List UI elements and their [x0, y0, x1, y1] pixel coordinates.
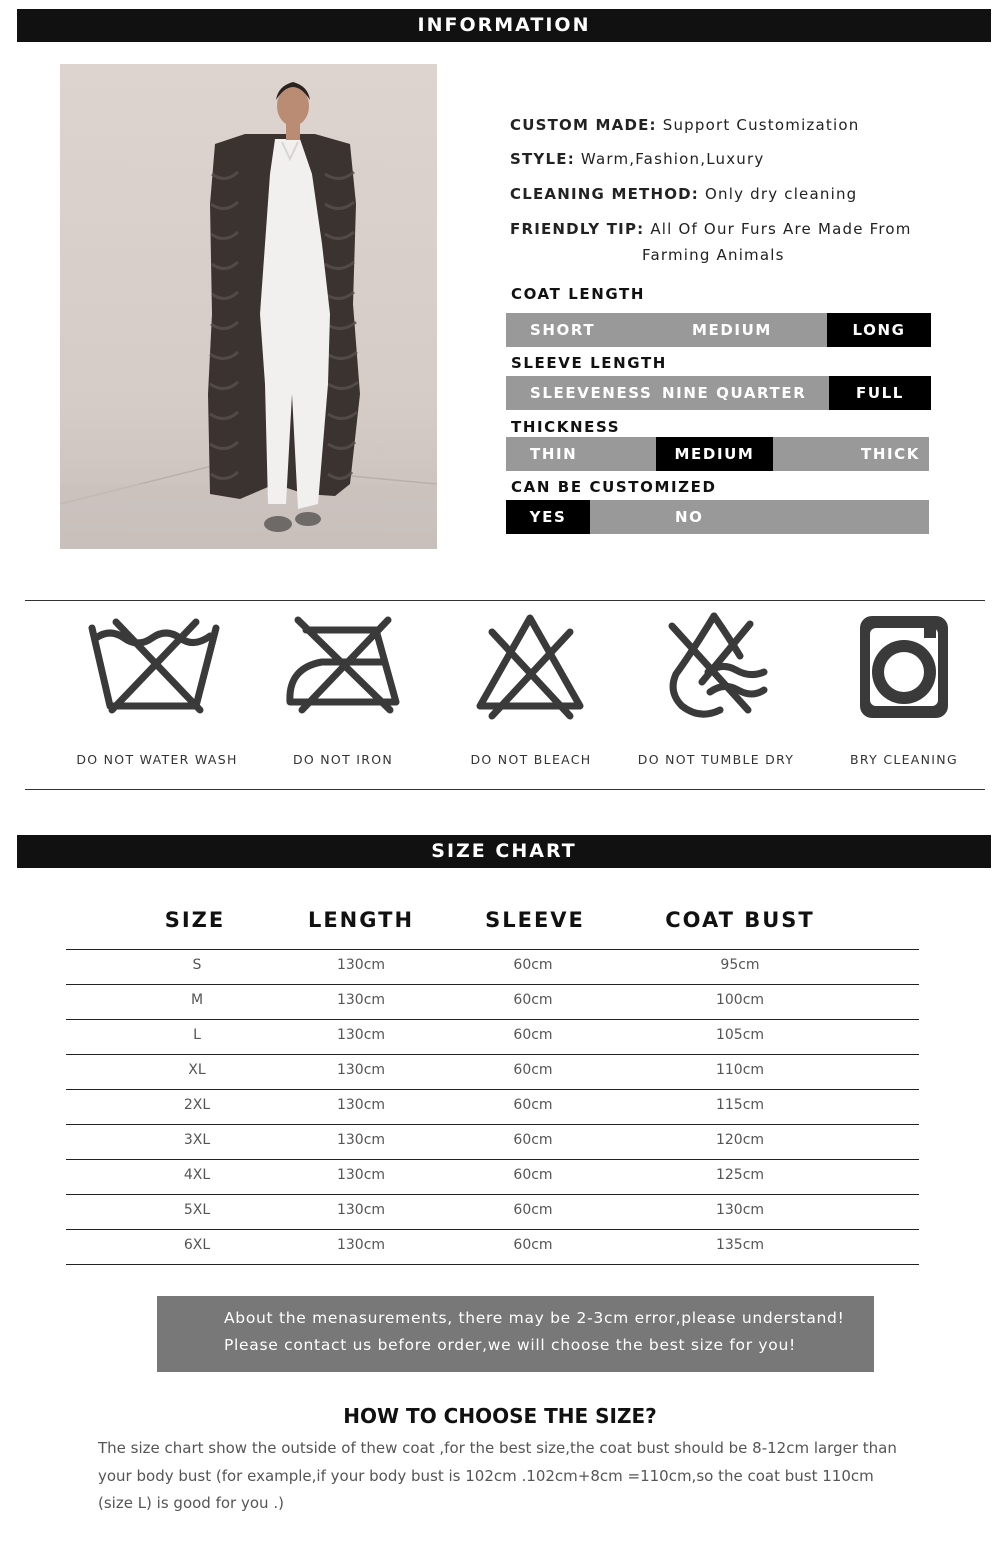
option-thin: THIN	[530, 445, 578, 463]
cell-length: 130cm	[336, 1027, 386, 1043]
cell-length: 130cm	[336, 1167, 386, 1183]
cell-size: S	[192, 957, 202, 973]
care-label-no-bleach: DO NOT BLEACH	[470, 752, 592, 767]
option-bar-thickness	[506, 437, 929, 471]
cell-size: 5XL	[183, 1202, 211, 1218]
cell-sleeve: 60cm	[513, 1202, 553, 1218]
table-row-divider	[66, 1194, 919, 1195]
option-no: NO	[675, 508, 704, 526]
cell-coat-bust: 120cm	[715, 1132, 765, 1148]
option-sleeveness: SLEEVENESS	[530, 384, 653, 402]
option-title-thickness: THICKNESS	[511, 418, 621, 436]
care-label-no-water-wash: DO NOT WATER WASH	[76, 752, 238, 767]
col-header-length: LENGTH	[307, 908, 415, 932]
no-bleach-icon	[474, 610, 624, 730]
option-yes-selected: YES	[506, 500, 590, 534]
cell-length: 130cm	[336, 992, 386, 1008]
cell-sleeve: 60cm	[513, 992, 553, 1008]
cell-size: M	[190, 992, 204, 1008]
table-row-divider	[66, 949, 919, 950]
cell-size: XL	[188, 1062, 206, 1078]
care-divider-bottom	[25, 789, 985, 790]
table-row-divider	[66, 1229, 919, 1230]
care-label-no-iron: DO NOT IRON	[292, 752, 394, 767]
table-row-divider	[66, 984, 919, 985]
option-title-sleeve-length: SLEEVE LENGTH	[511, 354, 667, 372]
option-title-coat-length: COAT LENGTH	[511, 285, 646, 303]
table-row-divider	[66, 1159, 919, 1160]
detail-friendly-tip-cont: Farming Animals	[642, 246, 785, 264]
cell-sleeve: 60cm	[513, 1132, 553, 1148]
cell-size: 4XL	[183, 1167, 211, 1183]
table-row-divider	[66, 1124, 919, 1125]
option-full-selected: FULL	[829, 376, 931, 410]
cell-length: 130cm	[336, 1132, 386, 1148]
cell-length: 130cm	[336, 1062, 386, 1078]
table-row-divider	[66, 1089, 919, 1090]
option-nine-quarter: NINE QUARTER	[662, 384, 807, 402]
cell-coat-bust: 95cm	[720, 957, 760, 973]
howto-title: HOW TO CHOOSE THE SIZE?	[343, 1404, 657, 1428]
cell-length: 130cm	[336, 1202, 386, 1218]
dry-cleaning-icon	[856, 610, 1000, 730]
detail-custom-made: CUSTOM MADE: Support Customization	[510, 116, 860, 134]
option-long-selected: LONG	[827, 313, 931, 347]
cell-coat-bust: 105cm	[715, 1027, 765, 1043]
cell-size: 6XL	[183, 1237, 211, 1253]
no-tumble-dry-icon	[662, 610, 812, 730]
cell-coat-bust: 110cm	[715, 1062, 765, 1078]
size-chart-header: SIZE CHART	[17, 835, 991, 868]
cell-sleeve: 60cm	[513, 1062, 553, 1078]
note-line-2: Please contact us before order,we will choose the best size for you!	[224, 1336, 796, 1354]
care-label-dry-cleaning: BRY CLEANING	[850, 752, 958, 767]
care-label-no-tumble-dry: DO NOT TUMBLE DRY	[637, 752, 795, 767]
care-divider-top	[25, 600, 985, 601]
detail-cleaning-method: CLEANING METHOD: Only dry cleaning	[510, 185, 858, 203]
howto-text: The size chart show the outside of thew coat ,for the best size,the coat bust should be 8-12cm larger than your body bust (for example,if your body bust is 102cm .102cm+8cm =110cm,so the coat bust 110cm (size L) is good for you .)	[98, 1439, 897, 1512]
option-bar-coat-length	[506, 313, 931, 347]
information-header: INFORMATION	[17, 9, 991, 42]
cell-length: 130cm	[336, 957, 386, 973]
option-bar-sleeve-length	[506, 376, 931, 410]
cell-coat-bust: 135cm	[715, 1237, 765, 1253]
cell-size: 3XL	[183, 1132, 211, 1148]
no-iron-icon	[284, 610, 434, 730]
cell-sleeve: 60cm	[513, 1167, 553, 1183]
option-medium-selected: MEDIUM	[656, 437, 773, 471]
cell-sleeve: 60cm	[513, 1097, 553, 1113]
no-water-wash-icon	[86, 610, 236, 730]
col-header-sleeve: SLEEVE	[485, 908, 585, 932]
detail-style: STYLE: Warm,Fashion,Luxury	[510, 150, 765, 168]
col-header-size: SIZE	[164, 908, 226, 932]
cell-sleeve: 60cm	[513, 1027, 553, 1043]
option-medium: MEDIUM	[692, 321, 772, 339]
cell-length: 130cm	[336, 1097, 386, 1113]
option-title-customized: CAN BE CUSTOMIZED	[511, 478, 717, 496]
note-line-1: About the menasurements, there may be 2-3cm error,please understand!	[224, 1309, 845, 1327]
option-short: SHORT	[530, 321, 596, 339]
cell-coat-bust: 100cm	[715, 992, 765, 1008]
cell-sleeve: 60cm	[513, 1237, 553, 1253]
option-thick: THICK	[861, 445, 920, 463]
cell-coat-bust: 125cm	[715, 1167, 765, 1183]
detail-friendly-tip: FRIENDLY TIP: All Of Our Furs Are Made From	[510, 220, 912, 238]
cell-size: L	[193, 1027, 201, 1043]
cell-length: 130cm	[336, 1237, 386, 1253]
option-bar-customized	[506, 500, 929, 534]
table-row-divider	[66, 1054, 919, 1055]
cell-coat-bust: 115cm	[715, 1097, 765, 1113]
table-row-divider	[66, 1019, 919, 1020]
model-fur-coat-image	[60, 64, 437, 549]
cell-coat-bust: 130cm	[715, 1202, 765, 1218]
cell-size: 2XL	[183, 1097, 211, 1113]
measurement-note	[157, 1296, 874, 1372]
col-header-coat-bust: COAT BUST	[665, 908, 815, 932]
product-photo	[60, 64, 437, 549]
table-row-divider	[66, 1264, 919, 1265]
cell-sleeve: 60cm	[513, 957, 553, 973]
